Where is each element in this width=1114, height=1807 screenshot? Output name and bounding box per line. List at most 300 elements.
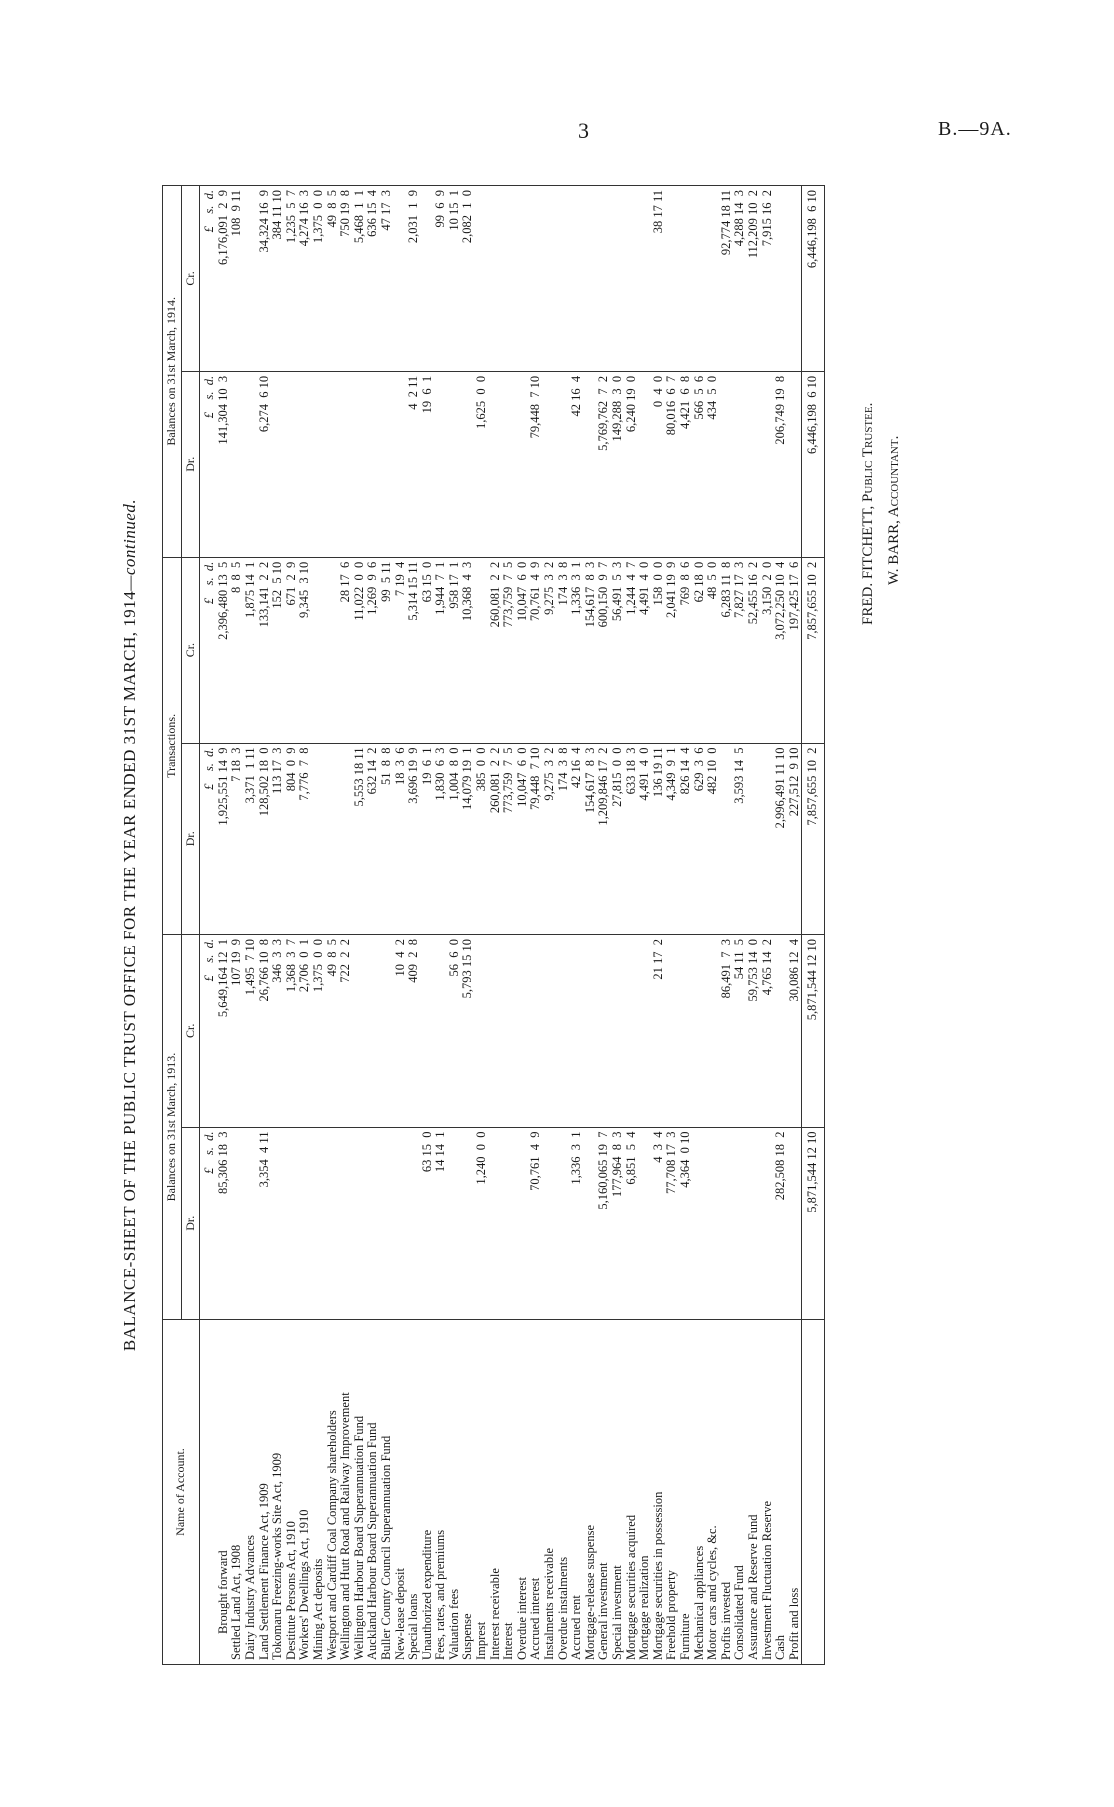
- amount-cell: 5,793 15 10: [461, 935, 475, 1127]
- amount-cell: [475, 186, 489, 372]
- col-header-1914: Balances on 31st March, 1914.: [163, 186, 182, 558]
- amount-cell: 54 11 5: [733, 935, 747, 1127]
- table-row: [244, 186, 258, 1665]
- amount-cell: [543, 935, 557, 1127]
- amount-cell: [625, 935, 639, 1127]
- amount-cell: 4,349 9 1: [665, 743, 679, 935]
- amount-cell: [326, 371, 340, 557]
- amount-cell: [693, 935, 707, 1127]
- table-row: [679, 186, 693, 1665]
- amount-cell: [638, 186, 652, 372]
- amount-cell: [557, 935, 571, 1127]
- amount-cell: 482 10 0: [706, 743, 720, 935]
- amount-cell: 769 8 6: [679, 557, 693, 743]
- units-label: £ s. d.: [200, 743, 217, 935]
- amount-cell: 8 8 5: [230, 557, 244, 743]
- account-name: Workers' Dwellings Act, 1910: [298, 1320, 312, 1665]
- amount-cell: [747, 743, 761, 935]
- amount-cell: [244, 186, 258, 372]
- amount-cell: 7,915 16 2: [761, 186, 775, 372]
- amount-cell: 3,371 1 11: [244, 743, 258, 935]
- amount-cell: 629 3 6: [693, 743, 707, 935]
- amount-cell: 722 2 2: [339, 935, 353, 1127]
- amount-cell: 1,244 4 7: [625, 557, 639, 743]
- amount-cell: 1,495 7 10: [244, 935, 258, 1127]
- amount-cell: [733, 1127, 747, 1319]
- amount-cell: 42 16 4: [570, 743, 584, 935]
- account-name: Freehold property: [665, 1320, 679, 1665]
- amount-cell: 99 6 9: [434, 186, 448, 372]
- amount-cell: [761, 1127, 775, 1319]
- account-name: Consolidated Fund: [733, 1320, 747, 1665]
- amount-cell: [570, 935, 584, 1127]
- amount-cell: 26,766 10 8: [258, 935, 272, 1127]
- account-name: Mining Act deposits: [312, 1320, 326, 1665]
- amount-cell: [720, 371, 734, 557]
- amount-cell: [706, 935, 720, 1127]
- total-cell: 5,871,544 12 10: [802, 935, 825, 1127]
- table-row: [502, 186, 516, 1665]
- amount-cell: 0 4 0: [652, 371, 666, 557]
- amount-cell: 79,448 7 10: [529, 743, 543, 935]
- account-name: Motor cars and cycles, &c.: [706, 1320, 720, 1665]
- table-row: [489, 186, 503, 1665]
- account-name: Interest: [502, 1320, 516, 1665]
- amount-cell: 149,288 3 0: [611, 371, 625, 557]
- amount-cell: 7,827 17 3: [733, 557, 747, 743]
- table-row: [339, 186, 353, 1665]
- amount-cell: 108 9 11: [230, 186, 244, 372]
- amount-cell: 51 8 8: [380, 743, 394, 935]
- amount-cell: [584, 1127, 598, 1319]
- amount-cell: 4,364 0 10: [679, 1127, 693, 1319]
- amount-cell: [285, 1127, 299, 1319]
- amount-cell: 409 2 8: [407, 935, 421, 1127]
- amount-cell: 1,625 0 0: [475, 371, 489, 557]
- amount-cell: [529, 186, 543, 372]
- col-header-cr: Cr.: [181, 935, 200, 1127]
- table-row: [434, 186, 448, 1665]
- table-row: [230, 186, 244, 1665]
- totals-row: [802, 186, 825, 1665]
- table-row: [529, 186, 543, 1665]
- table-row: [312, 186, 326, 1665]
- amount-cell: [312, 371, 326, 557]
- amount-cell: 206,749 19 8: [774, 371, 788, 557]
- amount-cell: [448, 1127, 462, 1319]
- amount-cell: 9,275 3 2: [543, 743, 557, 935]
- amount-cell: 85,306 18 3: [217, 1127, 231, 1319]
- amount-cell: [366, 371, 380, 557]
- amount-cell: [679, 186, 693, 372]
- amount-cell: 750 19 8: [339, 186, 353, 372]
- amount-cell: 7,776 7 8: [298, 743, 312, 935]
- table-row: [285, 186, 299, 1665]
- col-header-transactions: Transactions.: [163, 557, 182, 934]
- amount-cell: [788, 186, 802, 372]
- amount-cell: [638, 1127, 652, 1319]
- amount-cell: 18 3 6: [394, 743, 408, 935]
- units-label: £ s. d.: [200, 935, 217, 1127]
- amount-cell: 2,041 19 9: [665, 557, 679, 743]
- account-name: Overdue instalments: [557, 1320, 571, 1665]
- amount-cell: 4,491 4 0: [638, 557, 652, 743]
- amount-cell: [761, 743, 775, 935]
- amount-cell: [788, 371, 802, 557]
- page-number: 3: [578, 118, 589, 143]
- amount-cell: [597, 935, 611, 1127]
- amount-cell: 4,421 6 8: [679, 371, 693, 557]
- amount-cell: [693, 186, 707, 372]
- table-row: [584, 186, 598, 1665]
- account-name: Furniture: [679, 1320, 693, 1665]
- amount-cell: [693, 1127, 707, 1319]
- amount-cell: [638, 371, 652, 557]
- amount-cell: [665, 935, 679, 1127]
- amount-cell: [747, 371, 761, 557]
- account-name: Mortgage-release suspense: [584, 1320, 598, 1665]
- amount-cell: [298, 1127, 312, 1319]
- table-row: [706, 186, 720, 1665]
- amount-cell: [774, 186, 788, 372]
- amount-cell: 38 17 11: [652, 186, 666, 372]
- amount-cell: 47 17 3: [380, 186, 394, 372]
- account-name: Mortgage securities acquired: [625, 1320, 639, 1665]
- amount-cell: [761, 371, 775, 557]
- amount-cell: [489, 935, 503, 1127]
- total-cell: 7,857,655 10 2: [802, 743, 825, 935]
- amount-cell: 1,368 3 7: [285, 935, 299, 1127]
- amount-cell: [584, 186, 598, 372]
- total-cell: 6,446,198 6 10: [802, 186, 825, 372]
- table-row: [625, 186, 639, 1665]
- amount-cell: 1,336 3 1: [570, 1127, 584, 1319]
- amount-cell: [557, 371, 571, 557]
- amount-cell: 600,150 9 7: [597, 557, 611, 743]
- amount-cell: 21 17 2: [652, 935, 666, 1127]
- amount-cell: 30,086 12 4: [788, 935, 802, 1127]
- amount-cell: [665, 186, 679, 372]
- amount-cell: 63 15 0: [421, 1127, 435, 1319]
- balance-sheet: [120, 185, 1000, 1665]
- amount-cell: [475, 935, 489, 1127]
- amount-cell: [285, 371, 299, 557]
- amount-cell: [489, 1127, 503, 1319]
- amount-cell: [312, 1127, 326, 1319]
- signature-trustee: FRED. FITCHETT, Public Trustee.: [860, 402, 876, 625]
- amount-cell: [774, 935, 788, 1127]
- total-cell: 6,446,198 6 10: [802, 371, 825, 557]
- amount-cell: 28 17 6: [339, 557, 353, 743]
- account-name: Settled Land Act, 1908: [230, 1320, 244, 1665]
- amount-cell: [394, 371, 408, 557]
- col-header-dr: Dr.: [181, 743, 200, 935]
- amount-cell: 27,815 0 0: [611, 743, 625, 935]
- account-name: Destitute Persons Act, 1910: [285, 1320, 299, 1665]
- amount-cell: 6,240 19 0: [625, 371, 639, 557]
- amount-cell: [516, 1127, 530, 1319]
- account-name: Mortgage realization: [638, 1320, 652, 1665]
- amount-cell: 1,336 3 1: [570, 557, 584, 743]
- amount-cell: [339, 371, 353, 557]
- amount-cell: 174 3 8: [557, 743, 571, 935]
- amount-cell: [421, 935, 435, 1127]
- amount-cell: 566 5 6: [693, 371, 707, 557]
- amount-cell: 6,274 6 10: [258, 371, 272, 557]
- account-name: Instalments receivable: [543, 1320, 557, 1665]
- amount-cell: 152 5 10: [271, 557, 285, 743]
- amount-cell: 141,304 10 3: [217, 371, 231, 557]
- amount-cell: 10 4 2: [394, 935, 408, 1127]
- table-row: [380, 186, 394, 1665]
- amount-cell: 86,491 7 3: [720, 935, 734, 1127]
- amount-cell: 62 18 0: [693, 557, 707, 743]
- sheet-title: [120, 185, 140, 1665]
- total-cell: 7,857,655 10 2: [802, 557, 825, 743]
- amount-cell: [434, 371, 448, 557]
- amount-cell: 6,283 11 8: [720, 557, 734, 743]
- account-name: Wellington Harbour Board Superannuation Fund: [353, 1320, 367, 1665]
- amount-cell: 197,425 17 6: [788, 557, 802, 743]
- amount-cell: 177,964 8 3: [611, 1127, 625, 1319]
- amount-cell: 4,288 14 3: [733, 186, 747, 372]
- amount-cell: 34,324 16 9: [258, 186, 272, 372]
- account-name: General investment: [597, 1320, 611, 1665]
- table-row: [421, 186, 435, 1665]
- amount-cell: [244, 371, 258, 557]
- amount-cell: 99 5 11: [380, 557, 394, 743]
- amount-cell: [516, 186, 530, 372]
- amount-cell: 434 5 0: [706, 371, 720, 557]
- amount-cell: [475, 557, 489, 743]
- amount-cell: 5,314 15 11: [407, 557, 421, 743]
- account-name: Imprest: [475, 1320, 489, 1665]
- table-row: [353, 186, 367, 1665]
- account-name: Brought forward: [217, 1320, 231, 1665]
- table-row: [217, 186, 231, 1665]
- amount-cell: [679, 935, 693, 1127]
- amount-cell: 128,502 18 0: [258, 743, 272, 935]
- amount-cell: 49 8 5: [326, 935, 340, 1127]
- amount-cell: [366, 1127, 380, 1319]
- amount-cell: [733, 371, 747, 557]
- amount-cell: 3,593 14 5: [733, 743, 747, 935]
- table-row: [516, 186, 530, 1665]
- units-label: £ s. d.: [200, 1127, 217, 1319]
- amount-cell: 10,047 6 0: [516, 743, 530, 935]
- amount-cell: 56,491 5 3: [611, 557, 625, 743]
- amount-cell: 633 18 3: [625, 743, 639, 935]
- amount-cell: 158 0 0: [652, 557, 666, 743]
- units-label: £ s. d.: [200, 371, 217, 557]
- balance-table: [162, 185, 825, 1665]
- table-row: [638, 186, 652, 1665]
- amount-cell: 79,448 7 10: [529, 371, 543, 557]
- amount-cell: [502, 1127, 516, 1319]
- account-name: Dairy Industry Advances: [244, 1320, 258, 1665]
- account-name: Accrued rent: [570, 1320, 584, 1665]
- amount-cell: 1,004 8 0: [448, 743, 462, 935]
- amount-cell: [244, 1127, 258, 1319]
- amount-cell: [625, 186, 639, 372]
- amount-cell: 70,761 4 9: [529, 557, 543, 743]
- amount-cell: 1,375 0 0: [312, 186, 326, 372]
- account-name: Fees, rates, and premiums: [434, 1320, 448, 1665]
- table-row: [407, 186, 421, 1665]
- amount-cell: [380, 1127, 394, 1319]
- account-name: Accrued interest: [529, 1320, 543, 1665]
- title-main: BALANCE-SHEET OF THE PUBLIC TRUST OFFICE FOR THE YEAR ENDED 31ST MARCH, 1914: [120, 590, 139, 1352]
- account-name: Westport and Cardiff Coal Company shareholders: [326, 1320, 340, 1665]
- amount-cell: 63 15 0: [421, 557, 435, 743]
- amount-cell: 260,081 2 2: [489, 557, 503, 743]
- amount-cell: 5,160,065 19 7: [597, 1127, 611, 1319]
- amount-cell: [353, 1127, 367, 1319]
- amount-cell: 59,753 14 0: [747, 935, 761, 1127]
- amount-cell: 773,759 7 5: [502, 557, 516, 743]
- amount-cell: [312, 557, 326, 743]
- table-row: [448, 186, 462, 1665]
- amount-cell: 7 19 4: [394, 557, 408, 743]
- amount-cell: 70,761 4 9: [529, 1127, 543, 1319]
- table-row: [788, 186, 802, 1665]
- amount-cell: 346 3 3: [271, 935, 285, 1127]
- amount-cell: [720, 1127, 734, 1319]
- amount-cell: 1,925,551 14 9: [217, 743, 231, 935]
- amount-cell: 2,396,480 13 5: [217, 557, 231, 743]
- amount-cell: [489, 186, 503, 372]
- amount-cell: 1,240 0 0: [475, 1127, 489, 1319]
- account-name: Mortgage securities in possession: [652, 1320, 666, 1665]
- amount-cell: 1,875 14 1: [244, 557, 258, 743]
- account-name: Valuation fees: [448, 1320, 462, 1665]
- amount-cell: [298, 371, 312, 557]
- amount-cell: [312, 743, 326, 935]
- table-row: [761, 186, 775, 1665]
- amount-cell: 826 14 4: [679, 743, 693, 935]
- amount-cell: 1,269 9 6: [366, 557, 380, 743]
- amount-cell: 136 19 11: [652, 743, 666, 935]
- table-row: [652, 186, 666, 1665]
- amount-cell: 282,508 18 2: [774, 1127, 788, 1319]
- amount-cell: 77,708 17 3: [665, 1127, 679, 1319]
- account-name: Land Settlement Finance Act, 1909: [258, 1320, 272, 1665]
- amount-cell: [230, 1127, 244, 1319]
- amount-cell: [597, 186, 611, 372]
- table-row: [774, 186, 788, 1665]
- col-header-1913: Balances on 31st March, 1913.: [163, 935, 182, 1320]
- amount-cell: 10 15 1: [448, 186, 462, 372]
- amount-cell: 1,209,846 17 2: [597, 743, 611, 935]
- col-header-cr: Cr.: [181, 186, 200, 372]
- account-name: Profit and loss: [788, 1320, 802, 1665]
- amount-cell: 6,176,091 2 9: [217, 186, 231, 372]
- amount-cell: 4,491 4 0: [638, 743, 652, 935]
- amount-cell: [720, 743, 734, 935]
- amount-cell: [448, 371, 462, 557]
- amount-cell: [394, 186, 408, 372]
- amount-cell: 52,455 16 2: [747, 557, 761, 743]
- amount-cell: 42 16 4: [570, 371, 584, 557]
- amount-cell: 3,354 4 11: [258, 1127, 272, 1319]
- amount-cell: 19 6 1: [421, 371, 435, 557]
- table-row: [258, 186, 272, 1665]
- amount-cell: [394, 1127, 408, 1319]
- amount-cell: 154,617 8 3: [584, 557, 598, 743]
- page-reference: B.—9A.: [938, 118, 1012, 140]
- table-row: [611, 186, 625, 1665]
- table-row: [720, 186, 734, 1665]
- amount-cell: [380, 935, 394, 1127]
- account-name: Wellington and Hutt Road and Railway Improvement: [339, 1320, 353, 1665]
- account-name: Interest receivable: [489, 1320, 503, 1665]
- table-row: [733, 186, 747, 1665]
- amount-cell: [326, 557, 340, 743]
- amount-cell: [788, 1127, 802, 1319]
- amount-cell: [326, 743, 340, 935]
- amount-cell: 4,765 14 2: [761, 935, 775, 1127]
- amount-cell: 2,031 1 9: [407, 186, 421, 372]
- account-name: Mechanical appliances: [693, 1320, 707, 1665]
- account-name: Auckland Harbour Board Superannuation Fund: [366, 1320, 380, 1665]
- amount-cell: 671 2 9: [285, 557, 299, 743]
- amount-cell: [516, 371, 530, 557]
- amount-cell: 112,209 10 2: [747, 186, 761, 372]
- amount-cell: [529, 935, 543, 1127]
- col-header-dr: Dr.: [181, 371, 200, 557]
- amount-cell: 5,769,762 7 2: [597, 371, 611, 557]
- amount-cell: 3,696 19 9: [407, 743, 421, 935]
- amount-cell: 773,759 7 5: [502, 743, 516, 935]
- amount-cell: 80,016 6 7: [665, 371, 679, 557]
- amount-cell: 260,081 2 2: [489, 743, 503, 935]
- account-name: Unauthorized expenditure: [421, 1320, 435, 1665]
- amount-cell: [421, 186, 435, 372]
- amount-cell: [353, 935, 367, 1127]
- amount-cell: 9,345 3 10: [298, 557, 312, 743]
- amount-cell: 385 0 0: [475, 743, 489, 935]
- amount-cell: 10,368 4 3: [461, 557, 475, 743]
- col-header-dr: Dr.: [181, 1127, 200, 1319]
- amount-cell: 14,079 19 1: [461, 743, 475, 935]
- table-row: [326, 186, 340, 1665]
- amount-cell: [461, 371, 475, 557]
- table-row: [693, 186, 707, 1665]
- amount-cell: 11,022 0 0: [353, 557, 367, 743]
- signature-accountant: W. BARR, Accountant.: [886, 435, 902, 585]
- amount-cell: [326, 1127, 340, 1319]
- table-row: [366, 186, 380, 1665]
- amount-cell: 9,275 3 2: [543, 557, 557, 743]
- table-row: [271, 186, 285, 1665]
- amount-cell: [557, 186, 571, 372]
- units-label: £ s. d.: [200, 557, 217, 743]
- col-header-name: Name of Account.: [163, 1320, 200, 1665]
- account-name: Special loans: [407, 1320, 421, 1665]
- amount-cell: [230, 371, 244, 557]
- account-name: Assurance and Reserve Fund: [747, 1320, 761, 1665]
- amount-cell: 632 14 2: [366, 743, 380, 935]
- amount-cell: [502, 186, 516, 372]
- amount-cell: 154,617 8 3: [584, 743, 598, 935]
- amount-cell: 1,235 5 7: [285, 186, 299, 372]
- amount-cell: 5,468 1 1: [353, 186, 367, 372]
- amount-cell: 1,375 0 0: [312, 935, 326, 1127]
- amount-cell: 2,706 0 1: [298, 935, 312, 1127]
- amount-cell: 14 14 1: [434, 1127, 448, 1319]
- table-row: [475, 186, 489, 1665]
- amount-cell: [584, 935, 598, 1127]
